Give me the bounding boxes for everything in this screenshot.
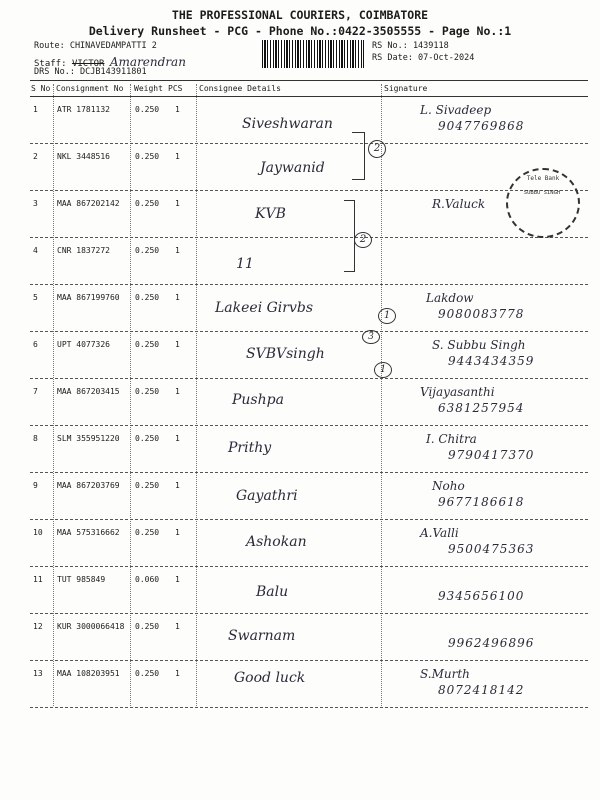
row-sno: 3 [33,199,38,208]
row-phone-handwritten: 9677186618 [438,495,525,509]
row-weight: 0.250 [135,246,160,255]
row-signature-handwritten: L. Sivadeep [420,103,492,117]
row-phone-handwritten: 9500475363 [448,542,535,556]
row-consignment: MAA 108203951 [57,669,120,678]
row-sno: 10 [33,528,43,537]
row-weight: 0.250 [135,387,160,396]
annotation-circle: 1 [378,308,396,324]
row-sno: 11 [33,575,43,584]
row-signature-handwritten: Noho [432,479,465,493]
row-divider [30,284,588,285]
row-sno: 7 [33,387,38,396]
col-consignment: Consignment No [56,84,124,93]
row-consignment: NKL 3448516 [57,152,110,161]
row-pcs: 1 [175,481,180,490]
row-consignee-handwritten: Balu [256,584,289,600]
row-consignee-handwritten: Prithy [228,440,272,456]
header-bottom-line [30,96,588,97]
row-divider [30,331,588,332]
row-signature-handwritten: S. Subbu Singh [432,338,526,352]
annotation-circle: 1 [374,362,392,378]
row-pcs: 1 [175,152,180,161]
row-pcs: 1 [175,434,180,443]
row-weight: 0.250 [135,293,160,302]
row-phone-handwritten: 9962496896 [448,636,535,650]
row-phone-handwritten: 6381257954 [438,401,525,415]
row-divider [30,237,588,238]
row-weight: 0.250 [135,199,160,208]
row-sno: 1 [33,105,38,114]
row-divider [30,425,588,426]
bracket [344,200,355,272]
row-consignee-handwritten: KVB [255,206,286,222]
row-divider [30,143,588,144]
row-consignment: MAA 867199760 [57,293,120,302]
row-divider [30,660,588,661]
company-title: THE PROFESSIONAL COURIERS, COIMBATORE [171,8,429,22]
row-consignee-handwritten: Siveshwaran [242,116,333,132]
row-weight: 0.250 [135,105,160,114]
row-consignment: MAA 867202142 [57,199,120,208]
row-pcs: 1 [175,622,180,631]
row-weight: 0.250 [135,152,160,161]
row-pcs: 1 [175,528,180,537]
row-divider [30,190,588,191]
row-signature-handwritten: S.Murth [420,667,470,681]
row-consignee-handwritten: Pushpa [232,392,284,408]
row-consignee-handwritten: Lakeei Girvbs [215,300,314,316]
row-consignee-handwritten: Good luck [234,670,306,686]
col-pcs: PCS [168,84,183,93]
row-phone-handwritten: 9080083778 [438,307,525,321]
row-consignment: UPT 4077326 [57,340,110,349]
row-weight: 0.250 [135,528,160,537]
annotation-circle: 2 [354,232,372,248]
row-sno: 8 [33,434,38,443]
row-pcs: 1 [175,293,180,302]
row-divider [30,519,588,520]
row-signature-handwritten: I. Chitra [426,432,477,446]
row-consignment: MAA 867203769 [57,481,120,490]
row-divider [30,566,588,567]
row-consignee-handwritten: Ashokan [246,534,307,550]
row-phone-handwritten: 9443434359 [448,354,535,368]
rs-number: RS No.: 1439118 [372,41,449,51]
col-weight: Weight [134,84,163,93]
barcode [262,40,364,68]
row-pcs: 1 [175,669,180,678]
row-consignee-handwritten: SVBVsingh [246,346,325,362]
row-signature-handwritten: A.Valli [420,526,459,540]
row-weight: 0.250 [135,669,160,678]
row-signature-handwritten: Vijayasanthi [420,385,495,399]
row-sno: 13 [33,669,43,678]
row-phone-handwritten: 8072418142 [438,683,525,697]
row-pcs: 1 [175,387,180,396]
stamp-outer-text: Tele Bank [526,175,560,182]
row-weight: 0.250 [135,622,160,631]
runsheet-title: Delivery Runsheet - PCG - Phone No.:0422-3505555 - Page No.:1 [88,24,512,38]
row-pcs: 1 [175,105,180,114]
row-consignment: KUR 3000066418 [57,622,125,631]
row-sno: 12 [33,622,43,631]
header-top-line [30,80,588,81]
row-pcs: 1 [175,199,180,208]
bracket [352,132,365,180]
row-sno: 5 [33,293,38,302]
stamp-inner-text: SUBBU SINGH [523,190,561,196]
row-phone-handwritten: 9047769868 [438,119,525,133]
row-sno: 4 [33,246,38,255]
row-signature-handwritten: R.Valuck [432,197,486,211]
row-consignment: MAA 867203415 [57,387,120,396]
col-consignee: Consignee Details [199,84,281,93]
row-weight: 0.250 [135,434,160,443]
annotation-circle: 2 [368,140,386,158]
row-sno: 9 [33,481,38,490]
row-divider [30,613,588,614]
row-pcs: 1 [175,246,180,255]
col-signature: Signature [384,84,428,93]
row-pcs: 1 [175,340,180,349]
row-weight: 0.250 [135,481,160,490]
row-consignee-handwritten: 11 [236,256,254,272]
row-phone-handwritten: 9790417370 [448,448,535,462]
row-consignee-handwritten: Gayathri [236,488,298,504]
rubber-stamp [506,168,580,238]
annotation-circle: 3 [362,330,380,344]
staff-struck-name: VICTOR [71,59,105,69]
row-divider [30,472,588,473]
row-consignment: ATR 1781132 [57,105,110,114]
row-consignment: SLM 355951220 [57,434,120,443]
row-consignee-handwritten: Swarnam [228,628,296,644]
row-divider [30,378,588,379]
row-consignment: MAA 575316662 [57,528,120,537]
staff-handwritten-name: Amarendran [109,55,186,69]
staff-label: Staff: [34,59,67,69]
row-signature-handwritten: Lakdow [426,291,474,305]
row-consignment: TUT 985849 [57,575,106,584]
row-sno: 2 [33,152,38,161]
row-phone-handwritten: 9345656100 [438,589,525,603]
row-sno: 6 [33,340,38,349]
col-sno: S No [31,84,51,93]
row-weight: 0.060 [135,575,160,584]
row-weight: 0.250 [135,340,160,349]
row-consignee-handwritten: Jaywanid [260,160,325,176]
drs-number: DRS No.: DCJB143911801 [34,67,147,77]
row-pcs: 1 [175,575,180,584]
rs-date: RS Date: 07-Oct-2024 [372,53,475,63]
route-text: Route: CHINAVEDAMPATTI 2 [34,41,157,51]
row-divider [30,707,588,708]
row-consignment: CNR 1837272 [57,246,110,255]
